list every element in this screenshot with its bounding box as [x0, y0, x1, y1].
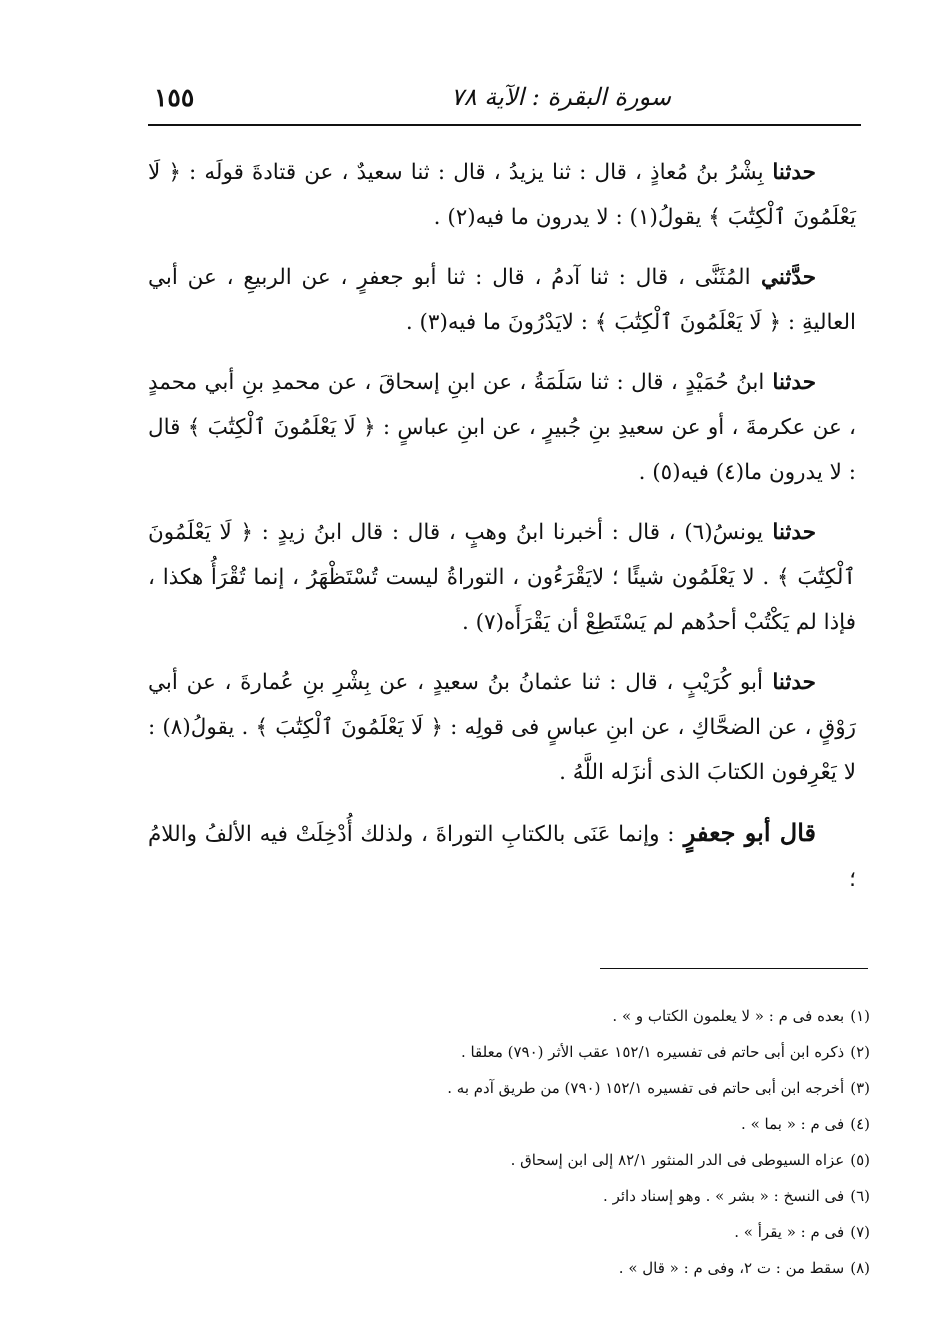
paragraph [148, 360, 856, 495]
page-header [148, 76, 861, 118]
page-number: ١٥٥ [154, 82, 195, 112]
paragraph-text: ابنُ حُمَيْدٍ ، قال : ثنا سَلَمَةُ ، عن ابنِ إسحاقَ ، عن محمدِ بنِ أبي محمدٍ ، عن عكرمةَ ، أو عن سعيدِ بنِ جُبيرٍ ، عن ابنِ عباسٍ : ﴿ لَا يَعْلَمُونَ ٱلْكِتَٰبَ ﴾ قال : لا يدرون ما(٤) فيه(٥) . [148, 370, 856, 485]
footnote-number: (٥) [850, 1151, 870, 1169]
footnote [148, 1034, 870, 1070]
footnote-text: عزاه السيوطى فى الدر المنثور ٨٢/١ إلى ابن إسحاق . [510, 1151, 845, 1169]
main-text [148, 150, 856, 917]
paragraph [148, 510, 856, 645]
footnote-text: فى النسخ : « بشر » . وهو إسناد دائر . [603, 1187, 845, 1205]
footnote-text: فى م : « يقرأ » . [734, 1223, 845, 1241]
paragraph-lead: حدثنا [772, 370, 816, 395]
header-rule [148, 124, 861, 126]
paragraph [148, 255, 856, 345]
footnote-number: (٧) [850, 1223, 870, 1241]
footnote [148, 1250, 870, 1286]
paragraph-text: : وإنما عَنَى بالكتابِ التوراةَ ، ولذلك أُدْخِلَتْ فيه الألفُ واللامُ ؛ [148, 822, 856, 892]
footnote [148, 998, 870, 1034]
footnote [148, 1142, 870, 1178]
paragraph-lead: حدثنا [772, 520, 816, 545]
footnote [148, 1214, 870, 1250]
footnote-text: أخرجه ابن أبى حاتم فى تفسيره ١٥٢/١ (٧٩٠) من طريق آدم به . [447, 1079, 845, 1097]
running-title: سورة البقرة : الآية ٧٨ [450, 83, 671, 111]
paragraph [148, 660, 856, 795]
paragraph-lead: حدثنا [772, 670, 816, 695]
paragraph [148, 810, 856, 902]
paragraph-lead: حدثنا [772, 160, 816, 185]
paragraph-text: المُثَنَّى ، قال : ثنا آدمُ ، قال : ثنا أبو جعفرٍ ، عن الربيعِ ، عن أبي العاليةِ : ﴿ لَا يَعْلَمُونَ ٱلْكِتَٰبَ ﴾ : لايَدْرُونَ ما فيه(٣) . [148, 265, 856, 335]
paragraph-text: بِشْرُ بنُ مُعاذٍ ، قال : ثنا يزيدُ ، قال : ثنا سعيدٌ ، عن قتادةَ قولَه : ﴿ لَا يَعْلَمُونَ ٱلْكِتَٰبَ ﴾ يقولُ(١) : لا يدرون ما فيه(٢) . [148, 160, 856, 230]
footnote-rule [600, 968, 868, 969]
paragraph-text: يونسُ(٦) ، قال : أخبرنا ابنُ وهبٍ ، قال : قال ابنُ زيدٍ : ﴿ لَا يَعْلَمُونَ ٱلْكِتَٰبَ ﴾ . لا يَعْلَمُون شيئًا ؛ لايَقْرَءُون ، التوراةُ ليست تُسْتَظْهَرُ ، إنما تُقْرَأُ هكذا ، فإذا لم يَكْتُبْ أحدُهم لم يَسْتَطِعْ أن يَقْرَأَه(٧) . [148, 520, 856, 635]
footnote-number: (١) [850, 1007, 870, 1025]
footnotes [148, 998, 870, 1286]
footnote-number: (٦) [850, 1187, 870, 1205]
footnote [148, 1070, 870, 1106]
footnote-number: (٣) [850, 1079, 870, 1097]
footnote-text: بعده فى م : « لا يعلمون الكتاب و » . [612, 1007, 845, 1025]
footnote-text: فى م : « بما » . [741, 1115, 845, 1133]
footnote-number: (٢) [850, 1043, 870, 1061]
footnote-number: (٨) [850, 1259, 870, 1277]
paragraph [148, 150, 856, 240]
paragraph-text: أبو كُرَيْبٍ ، قال : ثنا عثمانُ بنُ سعيدٍ ، عن بِشْرِ بنِ عُمارةَ ، عن أبي رَوْقٍ ، عن الضحَّاكِ ، عن ابنِ عباسٍ فى قولِه : ﴿ لَا يَعْلَمُونَ ٱلْكِتَٰبَ ﴾ . يقولُ(٨) : لا يَعْرِفون الكتابَ الذى أنزَله اللَّهُ . [148, 670, 857, 785]
footnote-text: ذكره ابن أبى حاتم فى تفسيره ١٥٢/١ عقب الأثر (٧٩٠) معلقا . [460, 1043, 845, 1061]
footnote-number: (٤) [850, 1115, 870, 1133]
footnote [148, 1106, 870, 1142]
footnote-text: سقط من : ت ٢، وفى م : « قال » . [618, 1259, 845, 1277]
paragraph-lead: قال أبو جعفرٍ [683, 818, 816, 847]
paragraph-lead: حدَّثني [761, 265, 816, 290]
footnote [148, 1178, 870, 1214]
